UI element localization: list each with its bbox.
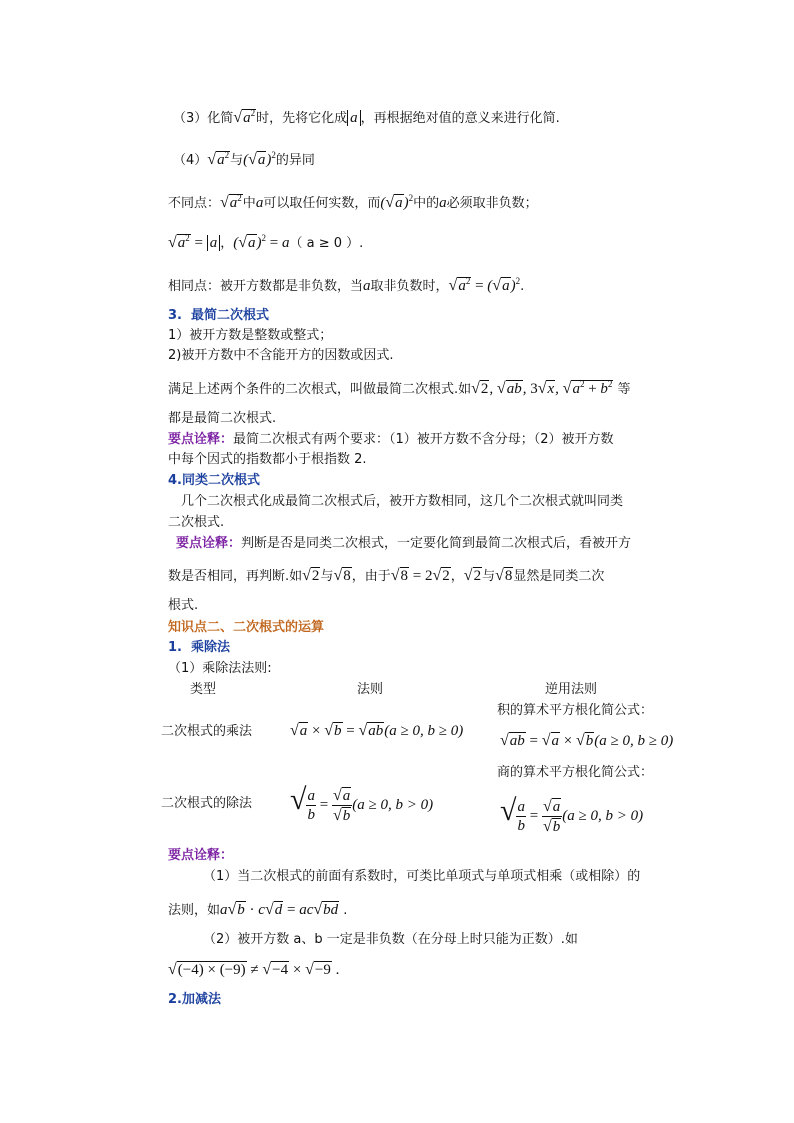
same-line: 相同点：被开方数都是非负数，当a取非负数时，$√a^2 = (√a)^2$. bbox=[168, 276, 525, 294]
section-4-text-2: 二次根式. bbox=[168, 515, 225, 530]
definition-line-2: 都是最简二次根式. bbox=[168, 411, 277, 426]
section-add-sub-heading: 2.加减法 bbox=[168, 992, 221, 1007]
mult-rule-subtitle: （1）乘除法法则: bbox=[168, 661, 272, 676]
note-3-line-2: 法则，如a√b · c√d = ac√bd . bbox=[168, 901, 348, 918]
section-mult-heading: 1. 乘除法 bbox=[168, 640, 231, 655]
note-1-line-1: 要点诠释：最简二次根式有两个要求：（1）被开方数不含分母；（2）被开方数 bbox=[168, 432, 614, 447]
diff-line: 不同点：$√a^2$中a可以取任何实数，而$(√a)^2$中的a必须取非负数； bbox=[168, 193, 538, 211]
row-2-inverse-note: 商的算术平方根化简公式： bbox=[497, 765, 654, 780]
multiplication-rule: √a × √b = √ab(a ≥ 0, b ≥ 0) bbox=[290, 722, 464, 739]
condition-2: 2)被开方数中不含能开方的因数或因式. bbox=[168, 348, 394, 363]
section-3-heading: 3. 最简二次根式 bbox=[168, 308, 270, 323]
division-inverse: √ $\frac{a}{b}$ = $\frac{√a}{√b}$ (a ≥ 0, b > 0) bbox=[500, 794, 644, 836]
section-4-text-1: 几个二次根式化成最简二次根式后，被开方数相同，这几个二次根式就叫同类 bbox=[181, 494, 624, 509]
section-4-heading: 4.同类二次根式 bbox=[168, 473, 260, 488]
eq-line: $√a^2 = a$ ，$(√a)^2 = a$（ a ≥ 0 ）. bbox=[168, 233, 364, 251]
condition-1: 1）被开方数是整数或整式； bbox=[168, 328, 333, 343]
row-1-inverse-note: 积的算术平方根化简公式： bbox=[497, 703, 654, 718]
note-3-line-1: （1）当二次根式的前面有系数时，可类比单项式与单项式相乘（或相除）的 bbox=[203, 869, 641, 884]
row-1-type: 二次根式的乘法 bbox=[161, 724, 253, 739]
multiplication-inverse: √ab = √a × √b(a ≥ 0, b ≥ 0) bbox=[500, 732, 674, 749]
division-rule: √ $\frac{a}{b}$ = $\frac{√a}{√b}$ (a ≥ 0, b > 0) bbox=[290, 783, 434, 825]
table-header-type: 类型 bbox=[190, 682, 217, 697]
table-header-inverse: 逆用法则 bbox=[545, 682, 598, 697]
item-4: $(4)√a^2$与$(√a)^2$的异同 bbox=[173, 150, 315, 168]
note-3-line-3: （2）被开方数 a、b 一定是非负数（在分母上时只能为正数）.如 bbox=[203, 932, 578, 947]
row-2-type: 二次根式的除法 bbox=[161, 796, 253, 811]
definition-line: 满足上述两个条件的二次根式，叫做最简二次根式.如√2, √ab, 3√x, $√a^2 + b^2$ 等 bbox=[168, 379, 631, 397]
note-2-line-2: 数是否相同，再判断.如√2与√8，由于√8 = 2√2，√2与√8显然是同类二次 bbox=[168, 567, 605, 584]
item-3: （3）化简$√a^2$时，先将它化成 a ，再根据绝对值的意义来进行化简. bbox=[173, 108, 560, 126]
note-2-line-1: 要点诠释：判断是否是同类二次根式，一定要化简到最简二次根式后，看被开方 bbox=[176, 536, 632, 551]
note-3-example: √(−4) × (−9) ≠ √−4 × √−9 . bbox=[168, 961, 340, 978]
table-header-rule: 法则 bbox=[357, 682, 384, 697]
knowledge-2-heading: 知识点二、二次根式的运算 bbox=[168, 620, 325, 635]
note-1-line-2: 中每个因式的指数都小于根指数 2. bbox=[168, 452, 367, 467]
note-3-label: 要点诠释： bbox=[168, 848, 234, 863]
note-2-line-3: 根式. bbox=[168, 598, 199, 613]
